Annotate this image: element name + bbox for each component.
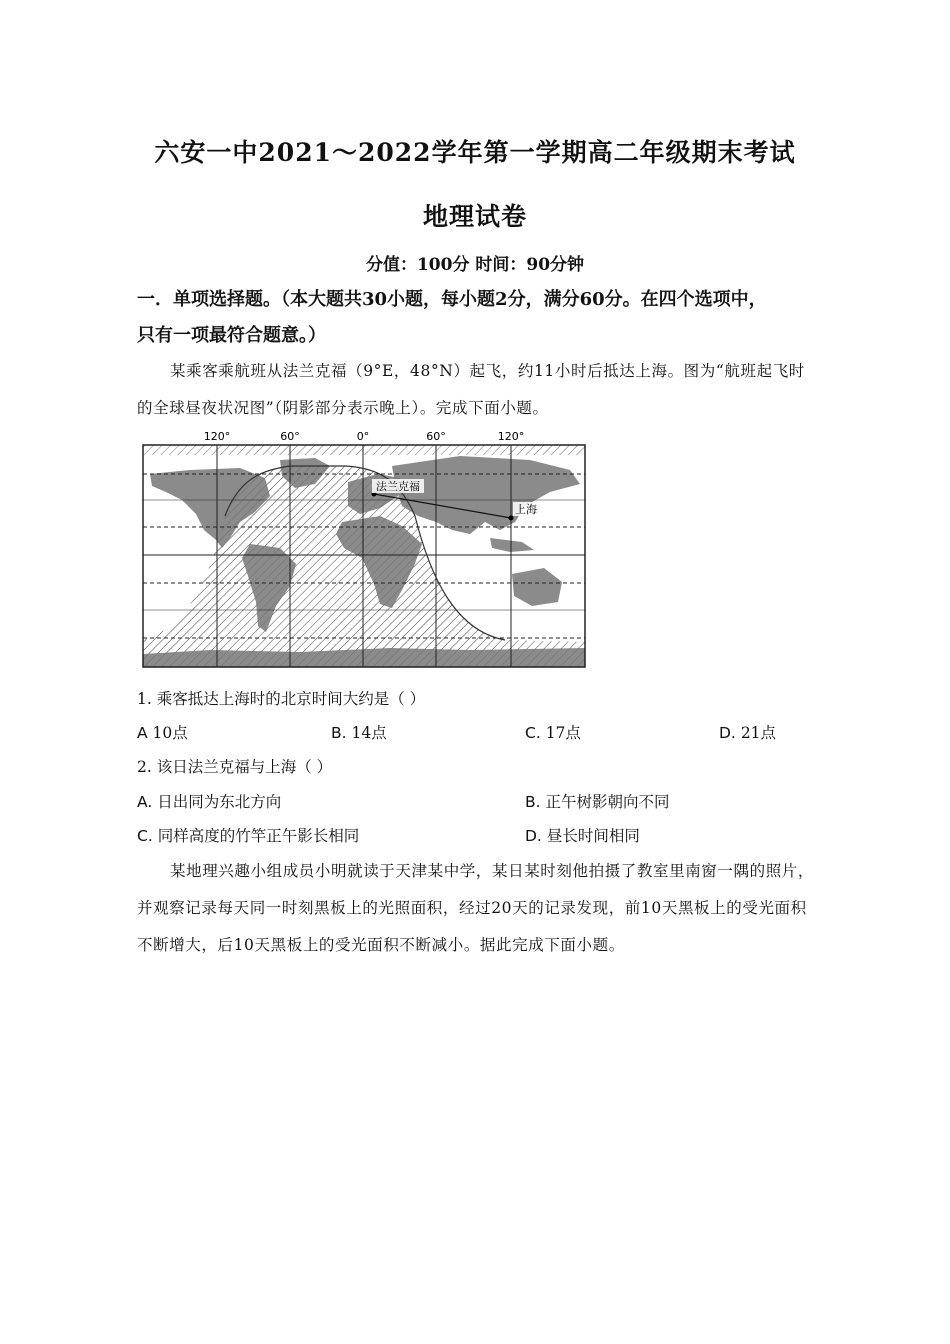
section-heading: 一．单项选择题。（本大题共30小题，每小题2分，满分60分。在四个选项中，: [137, 289, 767, 310]
option-text: 14点: [351, 724, 387, 742]
lon-label-0: 0°: [356, 430, 370, 443]
q2-option-d[interactable]: [525, 824, 640, 846]
shanghai-label: 上海: [515, 503, 537, 516]
lon-label-60e: 60°: [426, 430, 446, 443]
option-letter: A.: [137, 793, 153, 811]
option-letter: D.: [525, 827, 542, 845]
option-letter: D.: [719, 724, 736, 742]
q2-option-c[interactable]: [137, 824, 359, 846]
q1-option-d[interactable]: [719, 721, 776, 743]
question-1-stem: 1. 乘客抵达上海时的北京时间大约是（ ）: [137, 690, 426, 708]
lon-label-120e: 120°: [497, 430, 525, 443]
day-night-world-map: [130, 426, 595, 671]
score-time-info: 分值：100分 时间：90分钟: [365, 255, 585, 275]
option-letter: C.: [525, 724, 541, 742]
q1-option-c[interactable]: [525, 721, 581, 743]
option-text: 10点: [152, 724, 188, 742]
passage2-line1: 某地理兴趣小组成员小明就读于天津某中学，某日某时刻他拍摄了教室里南窗一隅的照片，: [170, 862, 815, 880]
q1-option-a[interactable]: [137, 721, 188, 743]
option-text: 21点: [740, 724, 777, 742]
passage1-line2: 的全球昼夜状况图”（阴影部分表示晚上）。完成下面小题。: [137, 399, 549, 417]
q1-option-b[interactable]: [331, 721, 387, 743]
q2-option-a[interactable]: [137, 790, 281, 812]
shanghai-point: [509, 516, 514, 521]
option-text: 同样高度的竹竿正午影长相同: [157, 827, 360, 845]
passage2-line2: 并观察记录每天同一时刻黑板上的光照面积，经过20天的记录发现，前10天黑板上的受光面积: [137, 899, 807, 917]
lon-label-60w: 60°: [280, 430, 300, 443]
option-text: 17点: [545, 724, 581, 742]
option-text: 日出同为东北方向: [157, 793, 282, 811]
exam-title: 六安一中2021～2022学年第一学期高二年级期末考试: [154, 138, 796, 167]
option-letter: C.: [137, 827, 153, 845]
frankfurt-label: 法兰克福: [376, 480, 420, 493]
option-letter: B.: [525, 793, 541, 811]
q2-option-b[interactable]: [525, 790, 670, 812]
subject-title: 地理试卷: [422, 202, 527, 231]
passage1-line1: 某乘客乘航班从法兰克福（9°E，48°N）起飞，约11小时后抵达上海。图为“航班起飞时: [170, 362, 805, 380]
question-2-stem: 2. 该日法兰克福与上海（ ）: [137, 758, 333, 776]
lon-label-120w: 120°: [203, 430, 231, 443]
option-letter: A: [137, 724, 148, 742]
option-text: 正午树影朝向不同: [545, 793, 670, 811]
option-letter: B.: [331, 724, 347, 742]
section-heading-cont: 只有一项最符合题意。）: [137, 325, 326, 346]
passage2-line3: 不断增大，后10天黑板上的受光面积不断减小。据此完成下面小题。: [137, 936, 625, 954]
option-text: 昼长时间相同: [546, 827, 640, 845]
